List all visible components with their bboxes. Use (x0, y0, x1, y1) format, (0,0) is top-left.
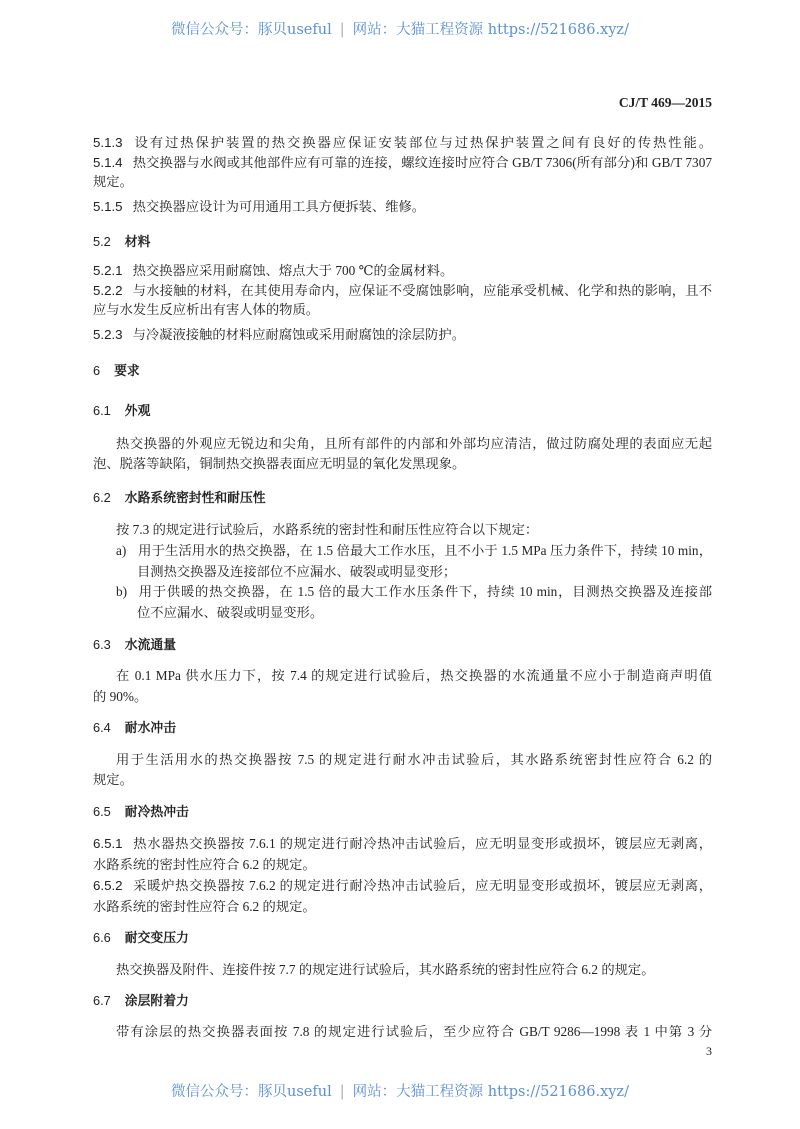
heading-text: 水流通量 (124, 638, 176, 653)
heading-6-7 (93, 991, 712, 1011)
clause-6-5-1 (93, 834, 712, 854)
watermark-text: 微信公众号：豚贝useful (171, 1084, 332, 1100)
heading-text: 要求 (114, 364, 140, 379)
clause-text-continued: 水路系统的密封性应符合 6.2 的规定。 (93, 857, 316, 872)
paragraph-line: 的 90%。 (93, 689, 148, 704)
heading-text: 涂层附着力 (124, 994, 189, 1009)
paragraph-line: 热交换器的外观应无锐边和尖角，且所有部件的内部和外部均应清洁，做过防腐处理的表面应无起 (116, 436, 712, 451)
heading-number: 6.7 (93, 993, 111, 1008)
clause-text: 与水接触的材料，在其使用寿命内，应保证不受腐蚀影响，应能承受机械、化学和热的影响，且不 (132, 283, 712, 298)
paragraph-line: 在 0.1 MPa 供水压力下，按 7.4 的规定进行试验后，热交换器的水流通量不应小于制造商声明值 (116, 668, 712, 683)
clause-number: 5.2.3 (93, 327, 123, 342)
list-item-b (116, 582, 712, 602)
heading-6-5 (93, 802, 712, 822)
list-item-continued: 目测热交换器及连接部位不应漏水、破裂或明显变形； (137, 564, 457, 579)
heading-text: 耐交变压力 (124, 931, 189, 946)
clause-number: 5.1.5 (93, 199, 123, 214)
clause-number: 5.2.1 (93, 263, 123, 278)
list-text: 用于供暖的热交换器，在 1.5 倍的最大工作水压条件下，持续 10 min，目测热交换器及连接部 (138, 584, 712, 599)
heading-number: 6.5 (93, 804, 111, 819)
heading-6-6 (93, 928, 712, 948)
list-label: b) (116, 584, 128, 599)
list-text: 用于生活用水的热交换器，在 1.5 倍最大工作水压，且不小于 1.5 MPa 压力条件下，持续 10 min， (138, 543, 712, 558)
list-item-continued: 位不应漏水、破裂或明显变形。 (137, 605, 324, 620)
clause-text: 设有过热保护装置的热交换器应保证安装部位与过热保护装置之间有良好的传热性能。 (132, 135, 712, 150)
clause-text-continued: 应与水发生反应析出有害人体的物质。 (93, 302, 320, 317)
watermark-top (0, 18, 800, 39)
clause-5-1-4 (93, 153, 712, 173)
standard-code-header: CJ/T 469—2015 (618, 95, 712, 110)
clause-5-2-3 (93, 325, 712, 345)
clause-number: 6.5.1 (93, 836, 123, 851)
heading-number: 6.6 (93, 930, 111, 945)
heading-6-3 (93, 635, 712, 655)
clause-text-continued: 规定。 (93, 174, 133, 189)
watermark-text: 微信公众号：豚贝useful (171, 22, 332, 38)
heading-number: 6.1 (93, 403, 111, 418)
clause-5-2-1 (93, 261, 712, 281)
list-label: a) (116, 543, 127, 558)
heading-number: 5.2 (93, 234, 111, 249)
watermark-separator: | (339, 22, 345, 38)
heading-number: 6.3 (93, 637, 111, 652)
heading-6-1 (93, 401, 712, 421)
clause-text: 热交换器应采用耐腐蚀、熔点大于 700 ℃的金属材料。 (132, 263, 454, 278)
clause-6-5-2 (93, 876, 712, 896)
heading-number: 6.2 (93, 490, 111, 505)
heading-text: 材料 (124, 235, 151, 250)
clause-text: 与冷凝液接触的材料应耐腐蚀或采用耐腐蚀的涂层防护。 (132, 327, 465, 342)
clause-text: 采暖炉热交换器按 7.6.2 的规定进行耐冷热冲击试验后，应无明显变形或损坏，镀层应无剥离， (132, 878, 712, 893)
clause-number: 5.2.2 (93, 283, 123, 298)
clause-5-1-3 (93, 133, 712, 153)
paragraph-line: 泡、脱落等缺陷，铜制热交换器表面应无明显的氧化发黑现象。 (93, 456, 466, 471)
paragraph-line: 带有涂层的热交换器表面按 7.8 的规定进行试验后，至少应符合 GB/T 9286—1998 表 1 中第 3 分 (116, 1024, 712, 1039)
clause-5-2-2 (93, 281, 712, 301)
heading-text: 水路系统密封性和耐压性 (124, 491, 266, 506)
heading-text: 耐水冲击 (124, 721, 176, 736)
heading-text: 耐冷热冲击 (124, 805, 189, 820)
watermark-text: 网站：大猫工程资源 https://521686.xyz/ (352, 22, 629, 38)
paragraph-line: 按 7.3 的规定进行试验后，水路系统的密封性和耐压性应符合以下规定： (116, 522, 539, 537)
heading-6 (93, 361, 712, 381)
heading-6-2 (93, 488, 712, 508)
heading-5-2 (93, 232, 712, 252)
paragraph-line: 热交换器及附件、连接件按 7.7 的规定进行试验后，其水路系统的密封性应符合 6.2 的规定。 (116, 962, 655, 977)
watermark-text: 网站：大猫工程资源 https://521686.xyz/ (352, 1084, 629, 1100)
clause-5-1-5 (93, 197, 712, 217)
clause-number: 5.1.4 (93, 155, 123, 170)
clause-text-continued: 水路系统的密封性应符合 6.2 的规定。 (93, 899, 316, 914)
heading-number: 6 (93, 363, 101, 378)
paragraph-line: 规定。 (93, 772, 133, 787)
clause-text: 热交换器与水阀或其他部件应有可靠的连接，螺纹连接时应符合 GB/T 7306(所有部分)和 GB/T 7307 (132, 155, 712, 170)
clause-number: 5.1.3 (93, 135, 123, 150)
heading-6-4 (93, 718, 712, 738)
paragraph-line: 用于生活用水的热交换器按 7.5 的规定进行耐水冲击试验后，其水路系统密封性应符合 6.2 的 (116, 752, 712, 767)
list-item-a (116, 541, 712, 561)
watermark-bottom (0, 1080, 800, 1101)
heading-number: 6.4 (93, 720, 111, 735)
clause-text: 热水器热交换器按 7.6.1 的规定进行耐冷热冲击试验后，应无明显变形或损坏，镀层应无剥离， (132, 836, 712, 851)
heading-text: 外观 (124, 404, 151, 419)
clause-number: 6.5.2 (93, 878, 123, 893)
page-number: 3 (706, 1044, 712, 1058)
clause-text: 热交换器应设计为可用通用工具方便拆装、维修。 (132, 199, 426, 214)
watermark-separator: | (339, 1084, 345, 1100)
